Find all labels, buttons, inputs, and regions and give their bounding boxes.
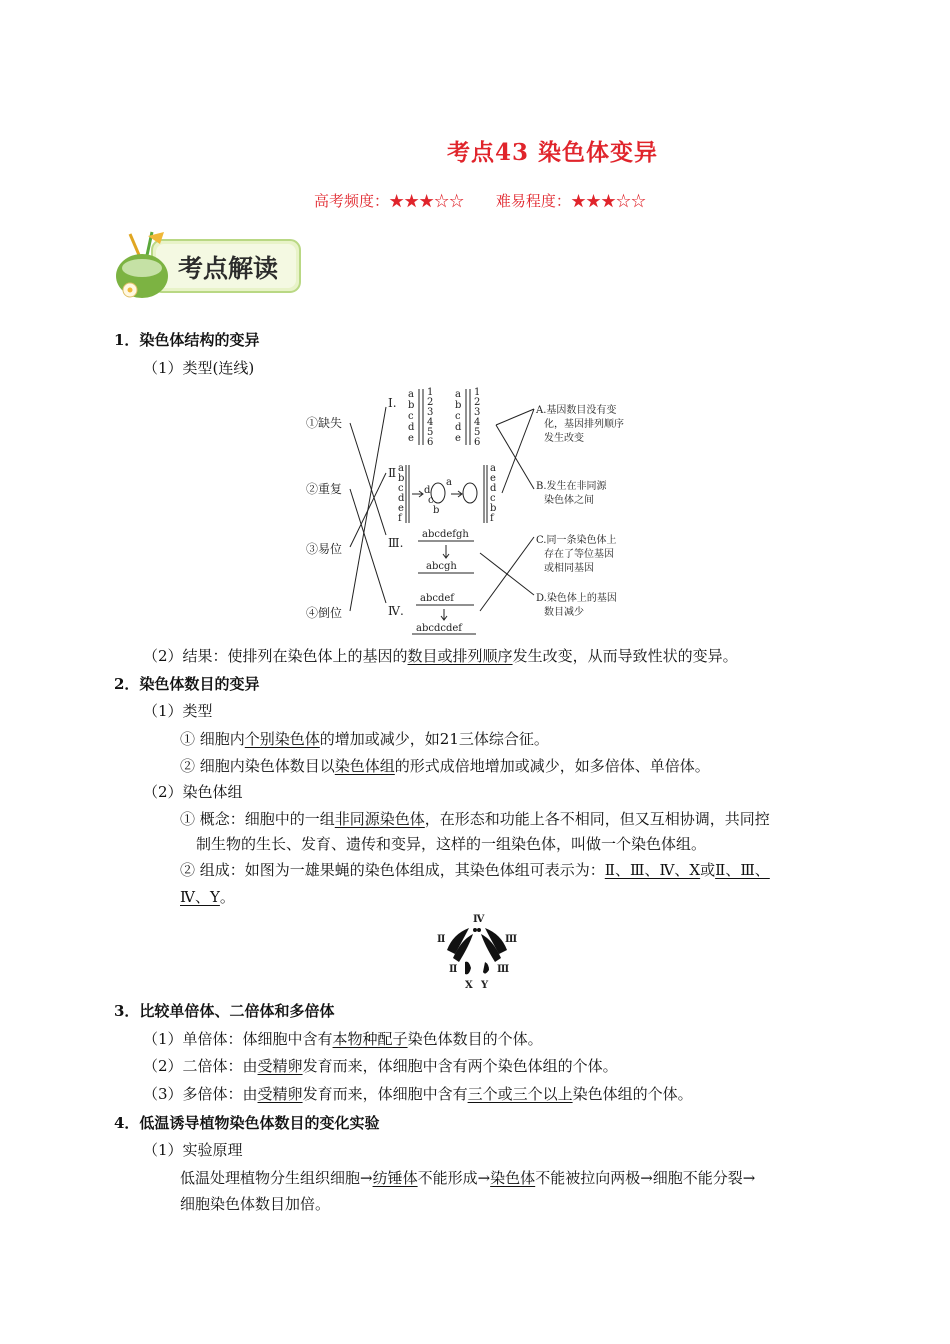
left-item-3: ③易位 xyxy=(306,542,343,556)
row-label-3: Ⅲ. xyxy=(388,536,404,550)
section3-diploid: （2）二倍体：由受精卵发育而来，体细胞中含有两个染色体组的个体。 xyxy=(143,1057,618,1075)
right-item-C xyxy=(536,533,616,574)
svg-text:b: b xyxy=(398,473,405,484)
svg-text:c: c xyxy=(455,411,461,422)
coconut-icon xyxy=(116,232,168,298)
section2-sub2: （2）染色体组 xyxy=(143,783,243,801)
svg-text:e: e xyxy=(490,473,496,484)
svg-text:c: c xyxy=(428,495,434,506)
frequency-label: 高考频度：★★★☆☆ xyxy=(314,192,465,210)
left-item-4: ④倒位 xyxy=(306,606,343,620)
svg-text:b: b xyxy=(408,400,415,411)
section4-principle: 低温处理植物分生组织细胞→纺锤体不能形成→染色体不能被拉向两极→细胞不能分裂→ xyxy=(180,1169,756,1187)
svg-text:Ⅱ: Ⅱ xyxy=(437,934,446,945)
section1-sub2: （2）结果：使排列在染色体上的基因的数目或排列顺序发生改变，从而导致性状的变异。 xyxy=(143,647,738,665)
section2-item2: ② 细胞内染色体数目以染色体组的形式成倍地增加或减少，如多倍体、单倍体。 xyxy=(180,757,710,775)
svg-text:abcgh: abcgh xyxy=(426,561,457,572)
section4-sub1: （1）实验原理 xyxy=(143,1141,243,1159)
svg-text:d: d xyxy=(408,422,415,433)
row2-diagram xyxy=(398,463,497,524)
svg-text:D.染色体上的基因: D.染色体上的基因 xyxy=(536,593,617,604)
svg-text:a: a xyxy=(408,389,414,400)
svg-text:3: 3 xyxy=(427,407,434,418)
section2-composition-line2: Ⅳ、Y。 xyxy=(180,888,235,906)
svg-text:1: 1 xyxy=(427,387,434,398)
svg-text:1: 1 xyxy=(474,387,481,398)
chromosome-structure-diagram xyxy=(298,385,658,635)
svg-text:d: d xyxy=(424,485,431,496)
row-label-2: Ⅱ xyxy=(388,466,397,480)
svg-text:数目减少: 数目减少 xyxy=(544,607,584,618)
svg-text:abcdcdef: abcdcdef xyxy=(416,623,462,634)
svg-text:abcdefgh: abcdefgh xyxy=(422,529,469,540)
svg-text:发生改变: 发生改变 xyxy=(544,433,584,444)
svg-text:Y: Y xyxy=(481,980,489,991)
svg-text:存在了等位基因: 存在了等位基因 xyxy=(544,549,614,560)
section1-sub1: （1）类型(连线) xyxy=(143,359,255,377)
row1-diagram xyxy=(408,387,480,448)
svg-text:f: f xyxy=(490,513,494,524)
row3-diagram xyxy=(418,529,474,573)
svg-text:a: a xyxy=(455,389,461,400)
svg-text:2: 2 xyxy=(474,397,481,408)
section4-heading: 4．低温诱导植物染色体数目的变化实验 xyxy=(114,1114,380,1132)
svg-text:a: a xyxy=(490,463,496,474)
svg-text:B.发生在非同源: B.发生在非同源 xyxy=(536,481,607,492)
svg-text:f: f xyxy=(398,513,402,524)
section3-heading: 3．比较单倍体、二倍体和多倍体 xyxy=(114,1002,335,1020)
frequency-difficulty-line xyxy=(0,190,950,211)
svg-text:6: 6 xyxy=(474,437,481,448)
section3-polyploid: （3）多倍体：由受精卵发育而来，体细胞中含有三个或三个以上染色体组的个体。 xyxy=(143,1085,693,1103)
row-label-4: Ⅳ. xyxy=(388,604,404,618)
svg-text:Ⅱ: Ⅱ xyxy=(449,964,458,975)
svg-text:d: d xyxy=(455,422,462,433)
svg-text:d: d xyxy=(398,493,405,504)
svg-text:b: b xyxy=(455,400,462,411)
svg-text:5: 5 xyxy=(474,427,481,438)
section1-heading: 1．染色体结构的变异 xyxy=(114,331,260,349)
section3-haploid: （1）单倍体：体细胞中含有本物种配子染色体数目的个体。 xyxy=(143,1030,543,1048)
section4-principle-line2: 细胞染色体数目加倍。 xyxy=(180,1195,331,1213)
svg-text:b: b xyxy=(490,503,497,514)
page-title: 考点43 染色体变异 xyxy=(446,139,658,166)
section2-concept: ① 概念：细胞中的一组非同源染色体，在形态和功能上各不相同，但又互相协调，共同控 xyxy=(180,810,770,828)
connector-lines xyxy=(350,407,534,611)
svg-text:X: X xyxy=(465,980,473,991)
svg-text:d: d xyxy=(490,483,497,494)
svg-text:abcdef: abcdef xyxy=(420,593,454,604)
section2-heading: 2．染色体数目的变异 xyxy=(114,675,260,693)
svg-text:Ⅲ: Ⅲ xyxy=(505,934,518,945)
svg-text:b: b xyxy=(433,505,440,516)
svg-text:6: 6 xyxy=(427,437,434,448)
section-badge xyxy=(112,230,302,302)
svg-text:c: c xyxy=(408,411,414,422)
svg-text:或相同基因: 或相同基因 xyxy=(544,563,594,574)
svg-text:Ⅲ: Ⅲ xyxy=(497,964,510,975)
left-item-2: ②重复 xyxy=(306,482,343,496)
row4-diagram xyxy=(412,593,476,634)
svg-text:a: a xyxy=(446,477,452,488)
svg-text:3: 3 xyxy=(474,407,481,418)
section2-sub1: （1）类型 xyxy=(143,702,213,720)
svg-text:Ⅳ: Ⅳ xyxy=(473,914,485,925)
fruit-fly-chromosome-figure xyxy=(435,912,519,994)
svg-text:2: 2 xyxy=(427,397,434,408)
svg-text:4: 4 xyxy=(427,417,434,428)
svg-text:染色体之间: 染色体之间 xyxy=(544,495,594,506)
right-item-D xyxy=(536,591,617,618)
left-item-1: ①缺失 xyxy=(306,416,343,430)
right-item-B xyxy=(536,479,608,506)
badge-label: 考点解读 xyxy=(178,254,279,283)
svg-text:化，基因排列顺序: 化，基因排列顺序 xyxy=(544,419,624,430)
row-label-1: Ⅰ. xyxy=(388,396,397,410)
svg-text:c: c xyxy=(490,493,496,504)
svg-text:A.基因数目没有变: A.基因数目没有变 xyxy=(536,405,617,416)
right-item-A xyxy=(535,403,624,444)
svg-text:e: e xyxy=(398,503,404,514)
section2-concept-line2: 制生物的生长、发育、遗传和变异，这样的一组染色体，叫做一个染色体组。 xyxy=(196,835,707,853)
section2-item1: ① 细胞内个别染色体的增加或减少，如21三体综合征。 xyxy=(180,730,549,748)
underline-answer: 数目或排列顺序 xyxy=(407,647,513,665)
svg-text:C.同一条染色体上: C.同一条染色体上 xyxy=(536,535,617,546)
svg-text:a: a xyxy=(398,463,404,474)
svg-text:e: e xyxy=(455,433,461,444)
svg-text:4: 4 xyxy=(474,417,481,428)
svg-text:5: 5 xyxy=(427,427,434,438)
svg-text:c: c xyxy=(398,483,404,494)
difficulty-label: 难易程度：★★★☆☆ xyxy=(495,192,646,210)
section2-composition: ② 组成：如图为一雄果蝇的染色体组成，其染色体组可表示为：Ⅱ、Ⅲ、Ⅳ、X或Ⅱ、Ⅲ、 xyxy=(180,861,770,879)
svg-text:e: e xyxy=(408,433,414,444)
